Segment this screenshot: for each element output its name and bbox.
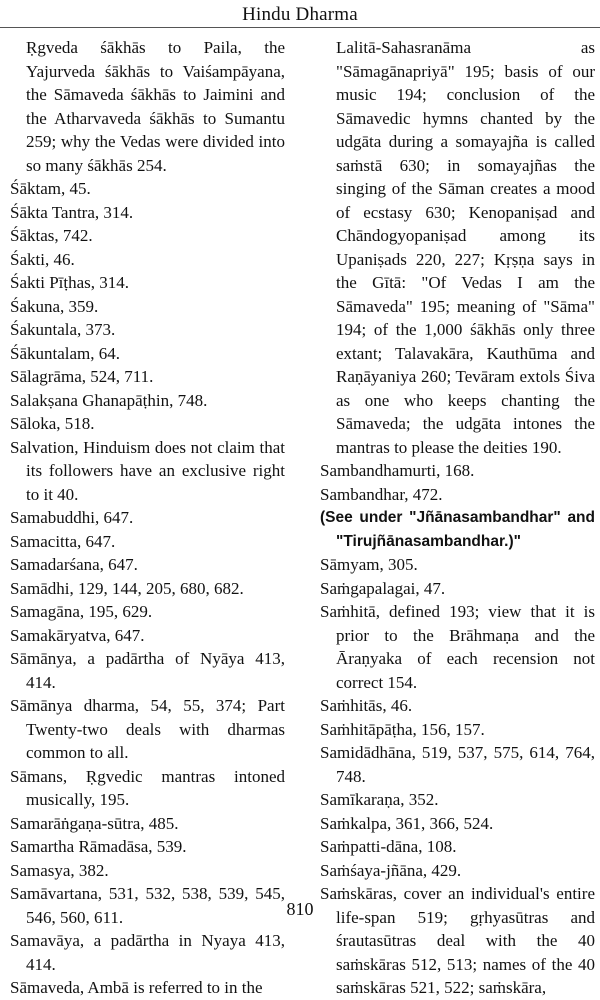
index-entry: Sāloka, 518.	[10, 414, 95, 433]
index-entry: Saṁgapalagai, 47.	[320, 578, 446, 598]
index-entry: Samarāṅgaṇa-sūtra, 485.	[10, 813, 179, 833]
index-entry: Samartha Rāmadāsa, 539.	[10, 837, 187, 856]
index-entry: Salakṣana Ghanapāṭhin, 748.	[10, 390, 208, 410]
index-entry: Samagāna, 195, 629.	[10, 602, 153, 621]
index-entry: Sambandhamurti, 168.	[320, 461, 475, 480]
index-entry: Sambandhar, 472.	[320, 484, 443, 504]
index-entry: Sāmānya, a padārtha of Nyāya 413, 414.	[10, 649, 285, 692]
index-entry: Samacitta, 647.	[10, 531, 116, 551]
index-entry: Sāmānya dharma, 54, 55, 374; Part Twenty-two deals with dharmas common to all.	[10, 696, 285, 762]
index-entry: Śakti Pīṭhas, 314.	[10, 273, 130, 292]
index-entry: Samādhi, 129, 144, 205, 680, 682.	[10, 578, 244, 598]
header-rule	[0, 27, 600, 28]
index-entry: Samidādhāna, 519, 537, 575, 614, 764, 748.	[320, 743, 595, 786]
index-entry: Sāmaveda, Ambā is referred to in the	[10, 978, 263, 997]
index-entry: Saṁhitās, 46.	[320, 696, 413, 715]
index-entry: Saṁpatti-dāna, 108.	[320, 837, 457, 856]
index-entry: Saṁhitā, defined 193; view that it is prior to the Brāhmaṇa and the Āraṇyaka of each recension not correct 154.	[320, 602, 595, 692]
index-entry: Śāktam, 45.	[10, 179, 91, 198]
cross-reference-note: (See under "Jñānasambandhar" and "Tirujñānasambandhar.)"	[320, 509, 595, 550]
page-number: 810	[286, 899, 314, 919]
index-entry: Śākuntalam, 64.	[10, 343, 121, 363]
index-entry: Samasya, 382.	[10, 860, 109, 880]
index-entry: Saṁhitāpāṭha, 156, 157.	[320, 719, 485, 739]
index-entry: Saṁskāras, cover an individual's entire life-span 519; gṛhyasūtras and śrautasūtras deal with the 40 saṁskāras 512, 513; names of the 40 saṁskāras 521, 522; saṁskāra,	[320, 884, 595, 997]
index-entry: Samakāryatva, 647.	[10, 625, 145, 645]
index-entry: Samabuddhi, 647.	[10, 508, 134, 527]
running-head: Hindu Dharma	[242, 4, 358, 25]
index-entry: Saṁkalpa, 361, 366, 524.	[320, 813, 494, 833]
index-entry: Samadarśana, 647.	[10, 555, 138, 574]
index-entry: Sāmans, Ṛgvedic mantras intoned musically, 195.	[10, 766, 285, 809]
index-entry: Sālagrāma, 524, 711.	[10, 367, 154, 386]
index-entry: Śakuntala, 373.	[10, 320, 116, 339]
index-entry: Salvation, Hinduism does not claim that its followers have an exclusive right to it 40.	[10, 437, 285, 504]
index-entry: Śakti, 46.	[10, 249, 75, 269]
index-entry: Samīkaraṇa, 352.	[320, 790, 439, 809]
index-column-right	[320, 36, 595, 1000]
index-entry: Samāvartana, 531, 532, 538, 539, 545, 546, 560, 611.	[10, 884, 285, 927]
index-entry: Ṛgveda śākhās to Paila, the Yajurveda śākhās to Vaiśampāyana, the Sāmaveda śākhās to Jaimini and the Atharvaveda śākhās to Sumantu 259; why the Vedas were divided into so many śākhās 254.	[26, 38, 285, 175]
index-entry: Śakuna, 359.	[10, 296, 99, 316]
index-column-left	[10, 36, 285, 1000]
index-entry: Lalitā-Sahasranāma as "Sāmagānapriyā" 195; basis of our music 194; conclusion of the Sāmavedic hymns chanted by the udgāta during a somayajña is called saṁstā 630; in somayajñas the singing of the Sāman creates a mood of ecstasy 630; Kenopaniṣad and Chāndogyopaniṣad among its Upaniṣads 220, 227; Kṛṣṇa says in the Gītā: "Of Vedas I am the Sāmaveda" 195; meaning of "Sāma" 194; of the 1,000 śākhās only three extant; Talavakāra, Kauthūma and Raṇāyaniya 260; Tevāram extols Śiva as one who keeps chanting the Sāmaveda; the udgāta intones the mantras to please the deities 190.	[336, 38, 595, 457]
index-entry: Sāmyam, 305.	[320, 555, 418, 574]
index-entry: Śāktas, 742.	[10, 226, 93, 245]
index-entry: Samavāya, a padārtha in Nyaya 413, 414.	[10, 931, 285, 974]
index-entry: Saṁśaya-jñāna, 429.	[320, 860, 462, 880]
index-entry: Śākta Tantra, 314.	[10, 202, 134, 222]
